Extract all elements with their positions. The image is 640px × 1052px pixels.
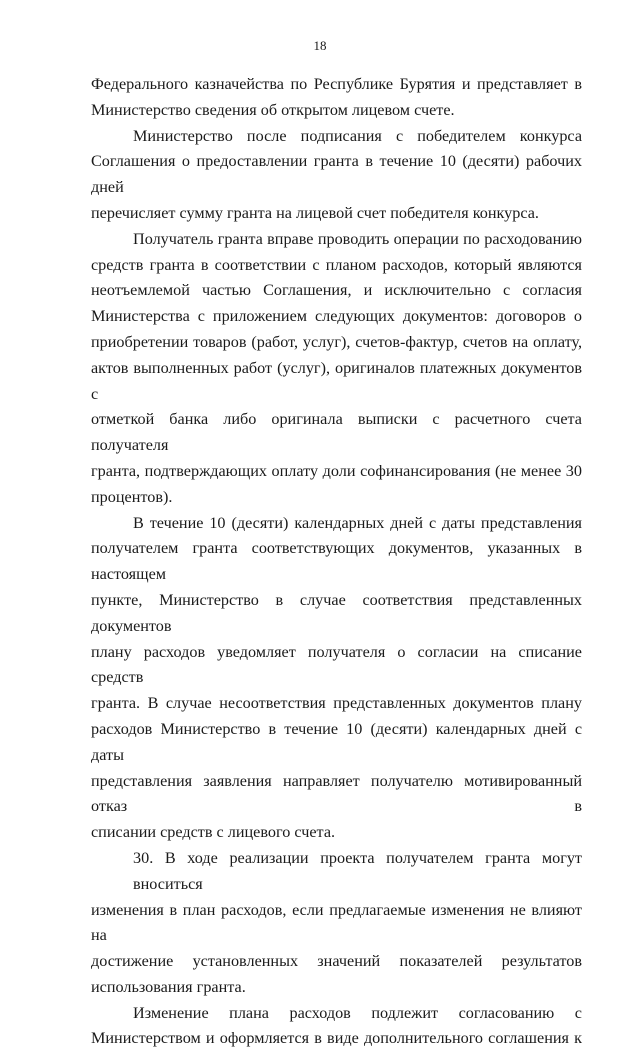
text-line: Министерство после подписания с победителем конкурса: [133, 126, 582, 145]
text-line: Федерального казначейства по Республике Бурятия и представляет в: [91, 75, 582, 93]
text-line: гранта. В случае несоответствия представленных документов плану: [91, 694, 582, 713]
text-line: Министерство сведения об открытом лицевом счете.: [91, 100, 455, 119]
text-line: Получатель гранта вправе проводить операции по расходованию: [133, 229, 582, 248]
page-number: 18: [313, 38, 327, 53]
text-line: пункте, Министерство в случае соответствия представленных документов: [91, 590, 582, 635]
document-body: [91, 72, 582, 1052]
text-line: списании средств с лицевого счета.: [91, 823, 336, 842]
text-line: использования гранта.: [91, 977, 246, 996]
text-line: Изменение плана расходов подлежит согласованию с: [133, 1003, 582, 1022]
text-line: получателем гранта соответствующих документов, указанных в настоящем: [91, 539, 582, 584]
text-line: неотъемлемой частью Соглашения, и исключительно с согласия: [91, 281, 582, 300]
text-line: средств гранта в соответствии с планом расходов, который являются: [91, 255, 582, 274]
text-line: актов выполненных работ (услуг), оригиналов платежных документов с: [91, 358, 582, 403]
text-line: перечисляет сумму гранта на лицевой счет победителя конкурса.: [91, 203, 539, 222]
text-line: расходов Министерство в течение 10 (десяти) календарных дней с даты: [91, 719, 582, 764]
text-line: плану расходов уведомляет получателя о согласии на списание средств: [91, 642, 582, 687]
text-line: В течение 10 (десяти) календарных дней с даты представления: [133, 513, 582, 532]
text-line: изменения в план расходов, если предлагаемые изменения не влияют на: [91, 900, 582, 945]
text-line: Министерством и оформляется в виде дополнительного соглашения к: [91, 1029, 582, 1048]
text-line: достижение установленных значений показателей результатов: [91, 952, 582, 971]
text-line: 30. В ходе реализации проекта получателем гранта могут вноситься: [133, 848, 582, 893]
text-line: Министерства с приложением следующих документов: договоров о: [91, 307, 582, 326]
text-line: отметкой банка либо оригинала выписки с расчетного счета получателя: [91, 410, 582, 455]
text-line: приобретении товаров (работ, услуг), счетов-фактур, счетов на оплату,: [91, 332, 582, 351]
text-line: процентов).: [91, 487, 173, 506]
text-line: представления заявления направляет получателю мотивированный отказ в: [91, 771, 582, 816]
text-line: Соглашения о предоставлении гранта в течение 10 (десяти) рабочих дней: [91, 152, 582, 197]
text-line: гранта, подтверждающих оплату доли софинансирования (не менее 30: [91, 461, 582, 480]
